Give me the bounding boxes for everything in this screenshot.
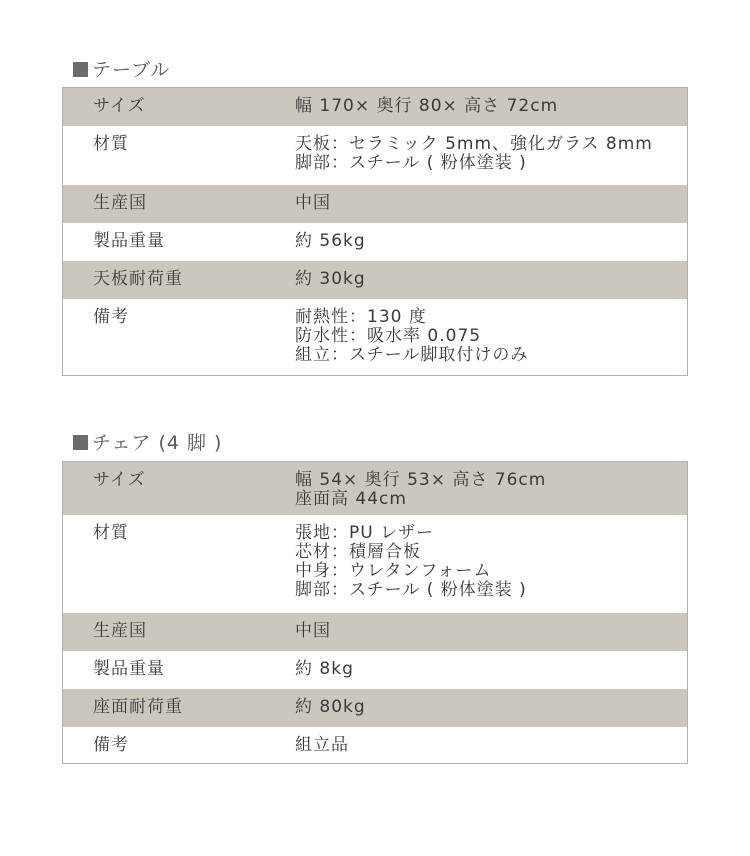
title-square-icon <box>73 62 88 77</box>
row-label: 生産国 <box>93 193 147 213</box>
row-value <box>295 613 687 651</box>
row-value <box>295 126 687 185</box>
value-line: 幅 170× 奥行 80× 高さ 72cm <box>295 96 559 116</box>
value-line: 約 80kg <box>295 697 366 717</box>
row-label: 天板耐荷重 <box>93 269 183 289</box>
value-line: 組立品 <box>295 735 349 755</box>
value-line: 脚部：スチール ( 粉体塗装 ) <box>295 153 527 173</box>
row-label: 生産国 <box>93 621 147 641</box>
row-label: 製品重量 <box>93 231 165 251</box>
value-line: 約 8kg <box>295 659 354 679</box>
row-value <box>295 727 687 763</box>
table-row <box>63 126 687 185</box>
row-label: 製品重量 <box>93 659 165 679</box>
section-title-chair <box>73 432 222 454</box>
table-row <box>63 613 687 651</box>
value-line: 座面高 44cm <box>295 489 407 509</box>
value-line: 中国 <box>295 193 331 213</box>
section-title-text: テーブル <box>92 59 171 81</box>
table-row <box>63 223 687 261</box>
row-label: 備考 <box>93 307 129 327</box>
row-value <box>295 299 687 375</box>
value-line: 中身：ウレタンフォーム <box>295 561 492 581</box>
table-row <box>63 462 687 515</box>
row-label: 材質 <box>93 523 129 543</box>
section-title-table <box>73 59 170 81</box>
row-label: 材質 <box>93 134 129 154</box>
row-value <box>295 223 687 261</box>
row-label: 座面耐荷重 <box>93 697 183 717</box>
table-row <box>63 727 687 763</box>
value-line: 芯材：積層合板 <box>295 542 421 562</box>
value-line: 中国 <box>295 621 331 641</box>
table-row <box>63 515 687 613</box>
row-label: 備考 <box>93 735 129 755</box>
row-value <box>295 515 687 613</box>
table-row <box>63 185 687 223</box>
table-row <box>63 651 687 689</box>
row-value <box>295 88 687 126</box>
value-line: 脚部：スチール ( 粉体塗装 ) <box>295 580 527 600</box>
value-line: 天板：セラミック 5mm、強化ガラス 8mm <box>295 134 653 154</box>
value-line: 防水性：吸水率 0.075 <box>295 326 482 346</box>
spec-table-chair <box>62 461 688 764</box>
table-row <box>63 299 687 375</box>
table-row <box>63 261 687 299</box>
value-line: 組立：スチール脚取付けのみ <box>295 345 529 365</box>
row-value <box>295 651 687 689</box>
section-title-text: チェア (4 脚 ) <box>92 432 223 454</box>
value-line: 幅 54× 奥行 53× 高さ 76cm <box>295 470 547 490</box>
row-value <box>295 462 687 515</box>
title-square-icon <box>73 435 88 450</box>
value-line: 約 30kg <box>295 269 366 289</box>
row-label: サイズ <box>93 96 146 116</box>
table-row <box>63 88 687 126</box>
value-line: 張地：PU レザー <box>295 523 435 543</box>
row-value <box>295 261 687 299</box>
row-label: サイズ <box>93 470 146 490</box>
table-row <box>63 689 687 727</box>
row-value <box>295 689 687 727</box>
value-line: 耐熱性：130 度 <box>295 307 427 327</box>
spec-table-table <box>62 87 688 376</box>
row-value <box>295 185 687 223</box>
value-line: 約 56kg <box>295 231 366 251</box>
